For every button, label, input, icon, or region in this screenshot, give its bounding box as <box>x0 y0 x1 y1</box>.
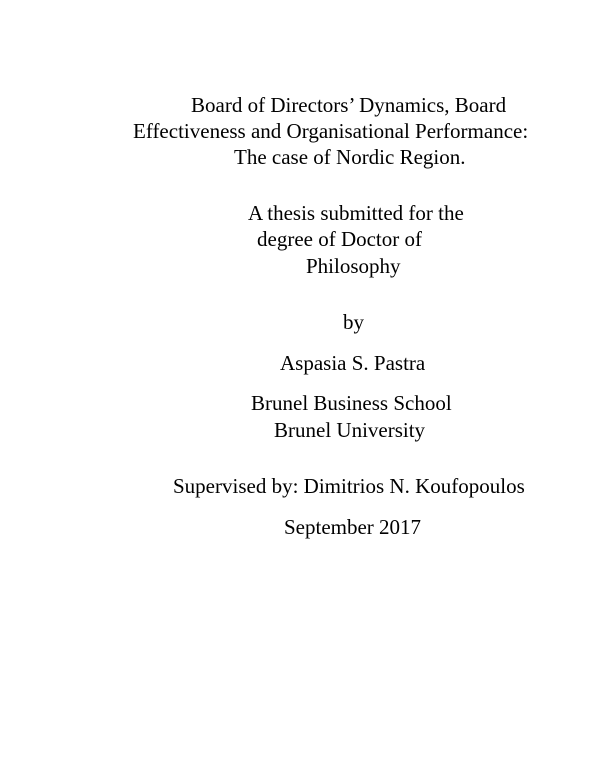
school-name: Brunel Business School <box>251 391 452 415</box>
submission-line-2: degree of Doctor of <box>257 227 423 251</box>
thesis-title-line-1: Board of Directors’ Dynamics, Board <box>191 93 507 117</box>
submission-line-1: A thesis submitted for the <box>248 201 464 225</box>
thesis-title-line-3: The case of Nordic Region. <box>234 145 466 169</box>
thesis-title-line-2: Effectiveness and Organisational Performance: <box>133 119 529 143</box>
university-name: Brunel University <box>274 418 426 442</box>
supervisor-line: Supervised by: Dimitrios N. Koufopoulos <box>173 474 525 498</box>
by-label: by <box>343 310 364 334</box>
submission-date: September 2017 <box>284 515 422 539</box>
author-name: Aspasia S. Pastra <box>280 351 426 375</box>
submission-line-3: Philosophy <box>306 254 401 278</box>
